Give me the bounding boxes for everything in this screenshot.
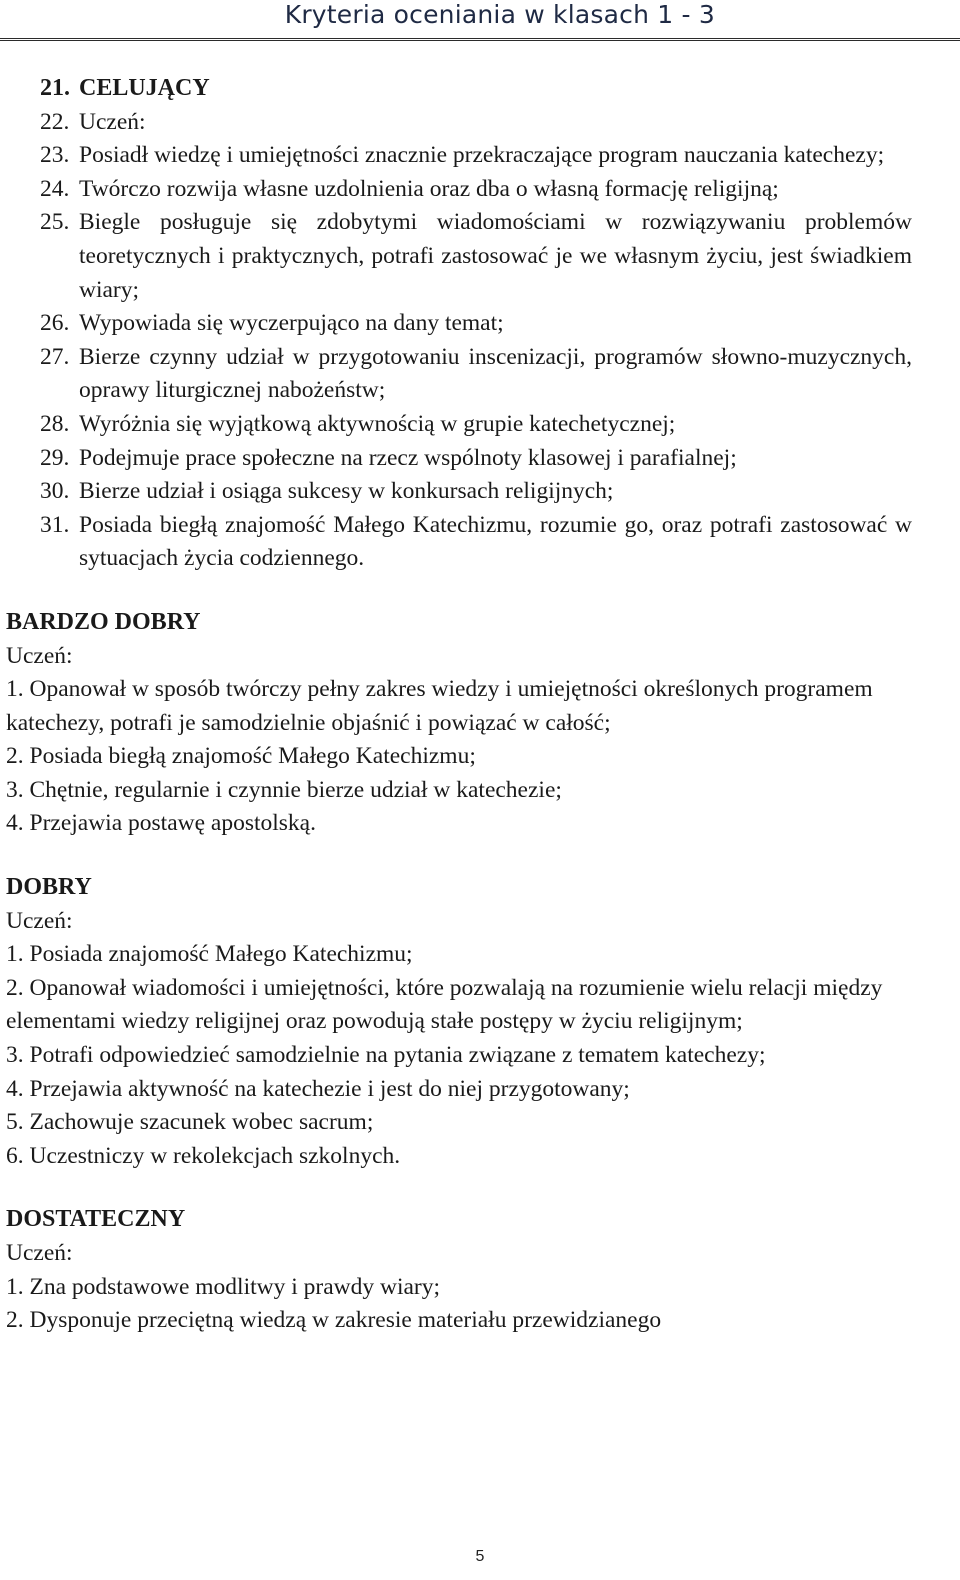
header-rule: [0, 38, 960, 41]
list-item: [6, 206, 912, 307]
section-item: 1. Zna podstawowe modlitwy i prawdy wiary;: [6, 1273, 441, 1300]
list-text: Twórczo rozwija własne uzdolnienia oraz dba o własną formację religijną;: [79, 175, 779, 202]
section-item: 4. Przejawia postawę apostolską.: [6, 810, 316, 837]
section-item: 5. Zachowuje szacunek wobec sacrum;: [6, 1109, 374, 1136]
section-intro: Uczeń:: [6, 642, 73, 669]
list-text: CELUJĄCY: [79, 75, 210, 101]
section-item: 1. Opanował w sposób twórczy pełny zakres wiedzy i umiejętności określonych programem katechezy, potrafi je samodzielnie objaśnić i powiązać w całość;: [6, 676, 873, 736]
section-item: 6. Uczestniczy w rekolekcjach szkolnych.: [6, 1142, 401, 1169]
list-number: 24.: [40, 175, 70, 202]
list-number: 30.: [40, 478, 70, 505]
list-number: 22.: [40, 108, 70, 135]
list-item: [6, 442, 912, 476]
section-item: 2. Opanował wiadomości i umiejętności, które pozwalają na rozumienie wielu relacji między elementami wiedzy religijnej oraz powodują stałe postępy w życiu religijnym;: [6, 974, 883, 1035]
section-item: 2. Dysponuje przeciętną wiedzą w zakresie materiału przewidzianego: [6, 1307, 662, 1334]
list-text: Wypowiada się wyczerpująco na dany temat;: [79, 310, 504, 337]
section-dobry: [6, 871, 912, 1173]
section-item: 3. Chętnie, regularnie i czynnie bierze udział w katechezie;: [6, 776, 562, 803]
list-number: 27.: [40, 343, 70, 370]
section-bardzo-dobry: [6, 606, 912, 841]
section-title: BARDZO DOBRY: [6, 608, 201, 635]
celujacy-list: [6, 72, 912, 576]
list-number: 31.: [40, 511, 70, 538]
list-number: 29.: [40, 444, 70, 471]
list-item: [6, 139, 912, 173]
list-text: Bierze czynny udział w przygotowaniu inscenizacji, programów słowno-muzycznych, oprawy liturgicznej nabożeństw;: [79, 343, 912, 404]
list-text: Wyróżnia się wyjątkową aktywnością w grupie katechetycznej;: [79, 410, 676, 437]
list-item: [6, 509, 912, 576]
document-body: [6, 72, 912, 1338]
list-text: Podejmuje prace społeczne na rzecz wspólnoty klasowej i parafialnej;: [79, 444, 737, 471]
list-text: Uczeń:: [79, 108, 146, 135]
section-item: 2. Posiada biegłą znajomość Małego Katechizmu;: [6, 743, 476, 770]
list-number: 25.: [40, 209, 70, 236]
list-text: Biegle posługuje się zdobytymi wiadomościami w rozwiązywaniu problemów teoretycznych i praktycznych, potrafi zastosować je we własnym życiu, jest świadkiem wiary;: [79, 209, 912, 303]
section-intro: Uczeń:: [6, 907, 73, 934]
list-number: 21.: [40, 75, 70, 101]
list-item: [6, 341, 912, 408]
list-number: 23.: [40, 142, 70, 169]
list-text: Posiadł wiedzę i umiejętności znacznie przekraczające program nauczania katechezy;: [79, 142, 885, 169]
section-item: 1. Posiada znajomość Małego Katechizmu;: [6, 941, 413, 968]
section-title: DOBRY: [6, 874, 92, 901]
section-item: 3. Potrafi odpowiedzieć samodzielnie na pytania związane z tematem katechezy;: [6, 1042, 766, 1069]
list-text: Posiada biegłą znajomość Małego Katechizmu, rozumie go, oraz potrafi zastosować w sytuacjach życia codziennego.: [79, 511, 912, 572]
section-dostateczny: [6, 1203, 912, 1337]
list-text: Bierze udział i osiąga sukcesy w konkursach religijnych;: [79, 478, 614, 505]
list-item: [6, 173, 912, 207]
section-item: 4. Przejawia aktywność na katechezie i jest do niej przygotowany;: [6, 1075, 630, 1102]
page-number: 5: [475, 1548, 485, 1565]
list-number: 26.: [40, 310, 70, 337]
list-item: [6, 475, 912, 509]
list-item: [6, 106, 912, 140]
list-item: [6, 408, 912, 442]
section-title: DOSTATECZNY: [6, 1206, 186, 1233]
list-item: [6, 72, 912, 106]
section-intro: Uczeń:: [6, 1240, 73, 1266]
running-header-title: Kryteria oceniania w klasach 1 - 3: [284, 0, 715, 29]
list-item: [6, 307, 912, 341]
list-number: 28.: [40, 410, 70, 437]
